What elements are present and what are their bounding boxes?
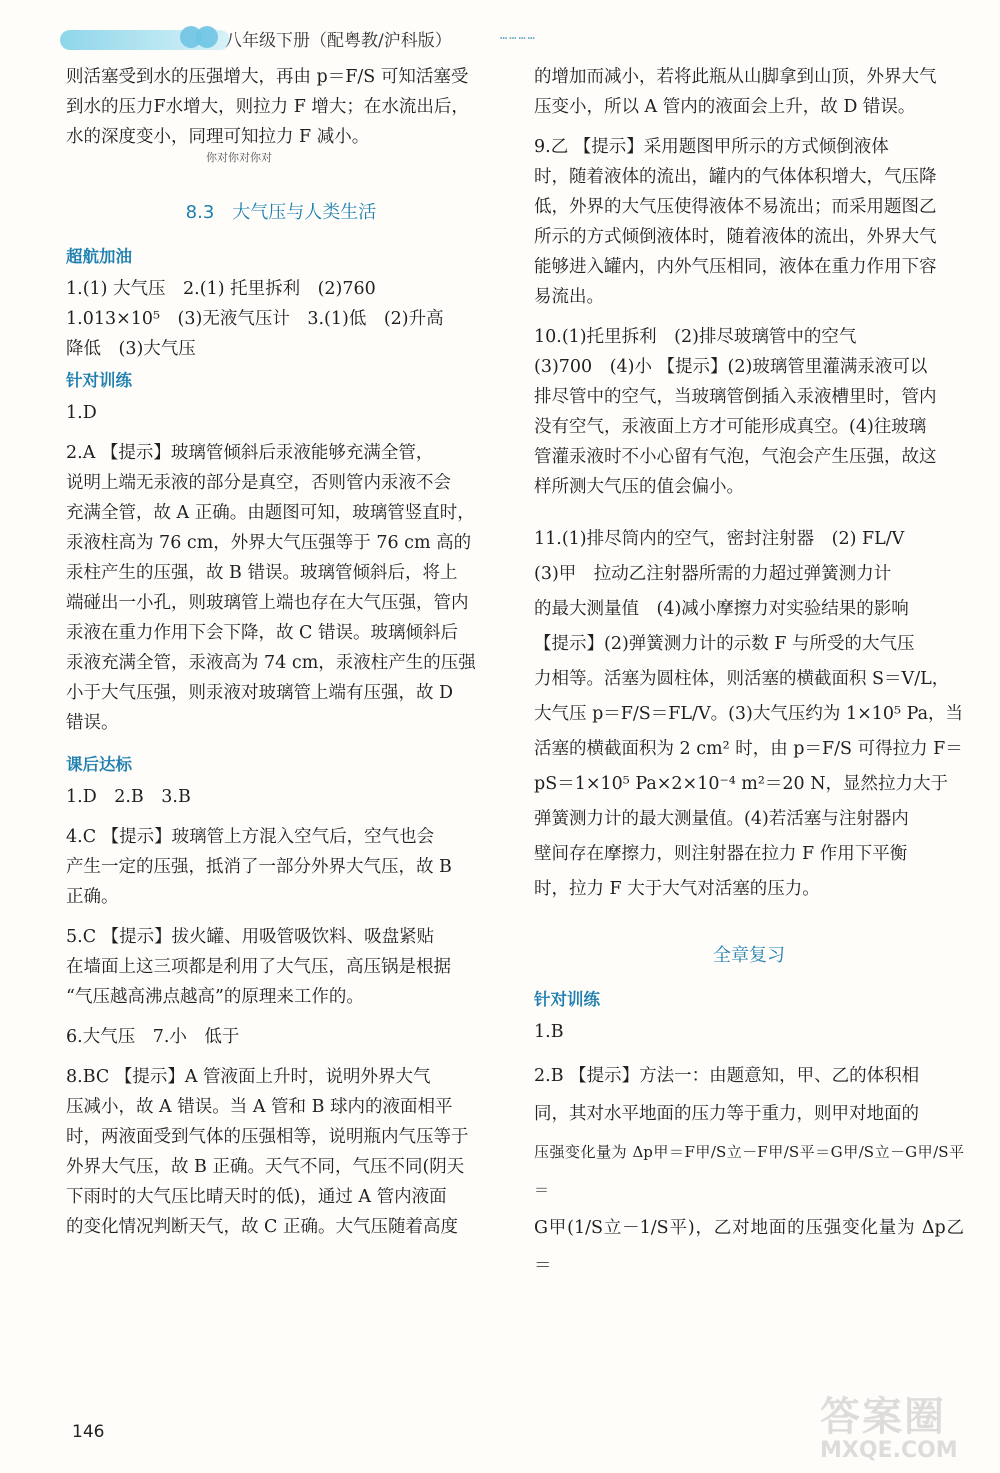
- answer-item: 9.乙 【提示】采用题图甲所示的方式倾倒液体 时，随着液体的流出，罐内的气体体积增大，气压降 低，外界的大气压使得液体不易流出；而采用题图乙 所示的方式倾倒液体时，随着液体的流出，外界大气 能够进入罐内，内外气压相同，液体在重力作用下容 易流出。: [534, 137, 937, 307]
- subsection-heading: 课后达标: [66, 755, 132, 774]
- section-title: 8.3 大气压与人类生活: [185, 202, 377, 223]
- answer-item: 4.C 【提示】玻璃管上方混入空气后，空气也会 产生一定的压强，抵消了一部分外界大气压，故 B 正确。: [66, 827, 452, 907]
- handwritten-note: 你对你对你对: [206, 151, 272, 164]
- header-decoration: …………: [500, 28, 537, 42]
- subsection-heading: 针对训练: [66, 371, 132, 390]
- answer-item: 11.(1)排尽筒内的空气，密封注射器 (2) FL/V (3)甲 拉动乙注射器所需的力超过弹簧测力计 的最大测量值 (4)减小摩擦力对实验结果的影响 【提示】(2)弹簧测力计的示数 F 与所受的大气压 力相等。活塞为圆柱体，则活塞的横截面积 S＝V/L， 大气压 p＝F/S＝FL/V。(3)大气压约为 1×10⁵ Pa，当 活塞的横截面积为 2 cm² 时，由 p＝F/S 可得拉力 F＝ pS＝1×10⁵ Pa×2×10⁻⁴ m²＝20 N，显然拉力大于 弹簧测力计的最大测量值。(4)若活塞与注射器内 壁间存在摩擦力，则注射器在拉力 F 作用下平衡 时，拉力 F 大于大气对活塞的压力。: [534, 529, 964, 899]
- answer-item: 2.B 【提示】方法一：由题意知，甲、乙的体积相 同，其对水平地面的压力等于重力，则甲对地面的 压强变化量为 Δp甲＝F甲/S立－F甲/S平＝G甲/S立－G甲/S平＝ G甲(1/S立－1/S平)，乙对地面的压强变化量为 Δp乙＝: [534, 1066, 964, 1276]
- answer-item: 5.C 【提示】拔火罐、用吸管吸饮料、吸盘紧贴 在墙面上这三项都是利用了大气压，高压锅是根据 “气压越高沸点越高”的原理来工作的。: [66, 927, 451, 1007]
- answer-block: 1.(1) 大气压 2.(1) 托里拆利 (2)760 1.013×10⁵ (3)无液气压计 3.(1)低 (2)升高 降低 (3)大气压: [66, 279, 444, 359]
- subsection-heading: 针对训练: [534, 990, 600, 1009]
- answer-item: 10.(1)托里拆利 (2)排尽玻璃管中的空气 (3)700 (4)小 【提示】(2)玻璃管里灌满汞液可以 排尽管中的空气，当玻璃管倒插入汞液槽里时，管内 没有空气，汞液面上方才可能形成真空。(4)往玻璃 管灌汞液时不小心留有气泡，气泡会产生压强，故这 样所测大气压的值会偏小。: [534, 327, 937, 497]
- continued-paragraph: 的增加而减小，若将此瓶从山脚拿到山顶，外界大气 压变小，所以 A 管内的液面会上升，故 D 错误。: [534, 67, 937, 117]
- answer-item: 1.D 2.B 3.B: [66, 787, 191, 807]
- intro-paragraph: 则活塞受到水的压强增大，再由 p＝F/S 可知活塞受 到水的压力F水增大，则拉力 F 增大；在水流出后， 水的深度变小，同理可知拉力 F 减小。: [66, 67, 469, 147]
- answer-item: 6.大气压 7.小 低于: [66, 1027, 240, 1047]
- site-watermark: [820, 1385, 990, 1465]
- header-dots-icon: [180, 26, 212, 52]
- page-number: 146: [72, 1422, 105, 1442]
- answer-item: 1.B: [534, 1022, 564, 1042]
- section-title: 全章复习: [713, 945, 785, 966]
- watermark-logo-text: 答案圈: [820, 1394, 946, 1440]
- answer-item: 1.D: [66, 403, 97, 423]
- watermark-url: MXQE.COM: [820, 1438, 958, 1463]
- header-title: 八年级下册（配粤教/沪科版）: [225, 31, 452, 51]
- subsection-heading: 超航加油: [66, 247, 132, 266]
- left-column: [66, 62, 496, 1242]
- answer-item: 2.A 【提示】玻璃管倾斜后汞液能够充满全管， 说明上端无汞液的部分是真空，否则管内汞液不会 充满全管，故 A 正确。由题图可知，玻璃管竖直时， 汞液柱高为 76 cm，外界大气压强等于 76 cm 高的 汞柱产生的压强，故 B 错误。玻璃管倾斜后，将上 端碰出一小孔，则玻璃管上端也存在大气压强，管内 汞液在重力作用下会下降，故 C 错误。玻璃倾斜后 汞液充满全管，汞液高为 74 cm，汞液柱产生的压强 小于大气压强，则汞液对玻璃管上端有压强，故 D 错误。: [66, 443, 476, 733]
- right-column: [534, 62, 964, 1285]
- answer-item: 8.BC 【提示】A 管液面上升时，说明外界大气 压减小，故 A 错误。当 A 管和 B 球内的液面相平 时，两液面受到气体的压强相等，说明瓶内气压等于 外界大气压，故 B 正确。天气不同，气压不同(阴天 下雨时的大气压比晴天时的低)，通过 A 管内液面 的变化情况判断天气，故 C 正确。大气压随着高度: [66, 1067, 469, 1237]
- page-header: [60, 22, 660, 52]
